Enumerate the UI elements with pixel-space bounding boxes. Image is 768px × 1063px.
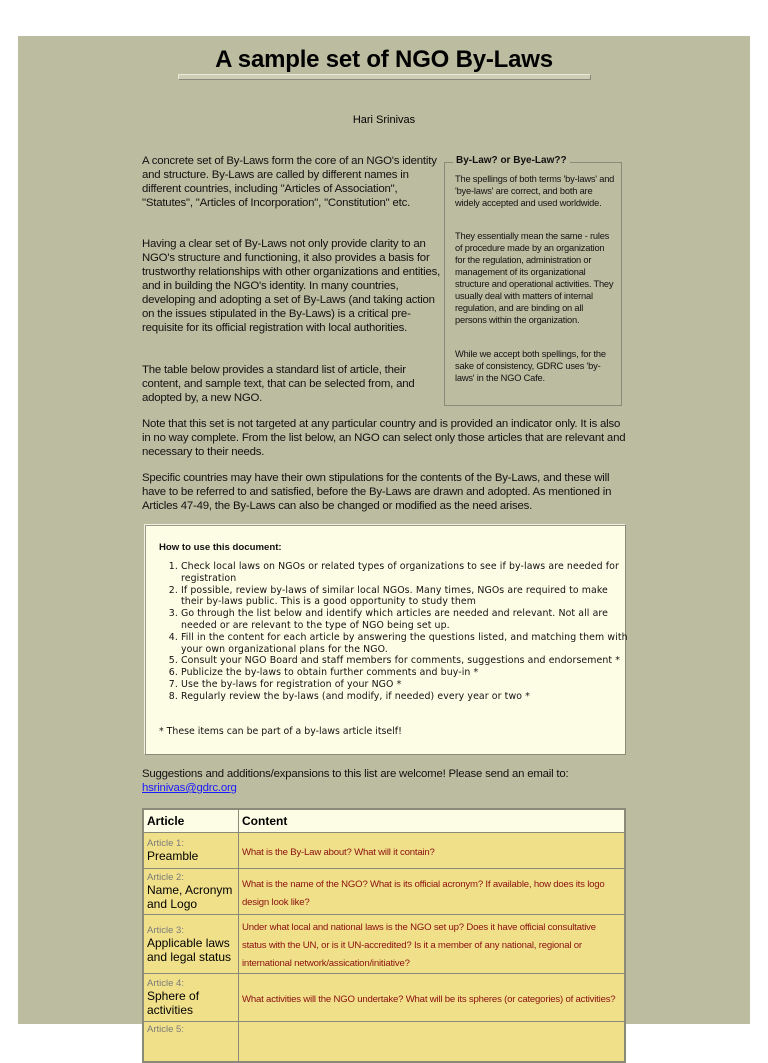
content-cell — [239, 833, 626, 869]
article-name: Preamble — [147, 849, 199, 863]
column-header-article: Article — [143, 809, 239, 833]
article-content: What activities will the NGO undertake? What will be its spheres (or categories) of activities? — [242, 993, 616, 1005]
table-row — [143, 915, 625, 974]
column-header-content: Content — [239, 809, 626, 833]
bylaw-sidebar-box — [444, 155, 622, 406]
table-row — [143, 869, 625, 915]
article-number: Article 1: — [147, 838, 184, 849]
list-item: 6. Publicize the by-laws to obtain further comments and buy-in * — [181, 667, 631, 679]
list-item: 1. Check local laws on NGOs or related types of organizations to see if by-laws are needed for registration — [181, 561, 631, 585]
intro-paragraph: A concrete set of By-Laws form the core of an NGO's identity and structure. By-Laws are called by different names in different countries, including "Articles of Association", "Statutes", "Articles of Incorporation", "Constitution" etc. — [142, 155, 437, 209]
suggestions-paragraph — [142, 767, 632, 795]
article-number: Article 2: — [147, 872, 184, 883]
content-cell — [239, 869, 626, 915]
countries-paragraph: Specific countries may have their own stipulations for the contents of the By-Laws, and these will have to be referred to and satisfied, before the By-Laws are drawn and adopted. As mentioned in Articles 47-49, the By-Laws can also be changed or modified as the need arises. — [142, 472, 612, 512]
table-intro-paragraph: The table below provides a standard list of article, their content, and sample text, that can be selected from, and adopted by, a new NGO. — [142, 364, 415, 404]
list-item: 3. Go through the list below and identify which articles are needed and relevant. Not all are needed or are relevant to the type of NGO being set up. — [181, 608, 631, 632]
article-cell — [143, 833, 239, 869]
sidebar-paragraph: While we accept both spellings, for the sake of consistency, GDRC uses 'by-laws' in the NGO Cafe. — [455, 349, 606, 383]
note-paragraph: Note that this set is not targeted at any particular country and is provided an indicator only. It is also in no way complete. From the list below, an NGO can select only those articles that are relevant and necessary to their needs. — [142, 418, 626, 458]
title-divider — [178, 74, 591, 80]
how-to-list — [159, 561, 631, 703]
content-cell — [239, 915, 626, 974]
article-content: Under what local and national laws is the NGO set up? Does it have official consultative status with the UN, or is it UN-accredited? Is it a member of any national, regional or international network/assication/initiative? — [242, 922, 596, 969]
how-to-use-box — [144, 524, 626, 755]
sidebar-paragraph: They essentially mean the same - rules of procedure made by an organization for the regulation, administration or management of its organizational structure and operational activities. They usually deal with matters of internal regulation, and are binding on all persons within the organization. — [455, 231, 614, 325]
article-number: Article 5: — [147, 1024, 184, 1035]
article-name: Sphere of activities — [147, 989, 200, 1017]
content-cell — [239, 1022, 626, 1062]
clarity-paragraph: Having a clear set of By-Laws not only provide clarity to an NGO's structure and functioning, it also provides a basis for trustworthy relationships with other organizations and entities, and in building the NGO's identity. In many countries, developing and adopting a set of By-Laws (and taking action on the issues stipulated in the By-Laws) is a critical pre-requisite for its official registration with local authorities. — [142, 238, 441, 334]
list-item: 7. Use the by-laws for registration of your NGO * — [181, 679, 631, 691]
table-row — [143, 833, 625, 869]
list-item: 8. Regularly review the by-laws (and modify, if needed) every year or two * — [181, 691, 631, 703]
article-content: What is the By-Law about? What will it contain? — [242, 846, 435, 858]
articles-table — [142, 808, 626, 1063]
suggestions-text: Suggestions and additions/expansions to this list are welcome! Please send an email to: — [142, 768, 569, 780]
article-name: Applicable laws and legal status — [147, 935, 232, 964]
article-cell — [143, 915, 239, 974]
page-title: A sample set of NGO By-Laws — [215, 46, 553, 73]
how-to-note: * These items can be part of a by-laws article itself! — [159, 726, 402, 737]
author-name: Hari Srinivas — [352, 114, 416, 126]
content-cell — [239, 974, 626, 1022]
table-row — [143, 1022, 625, 1062]
table-row — [143, 974, 625, 1022]
table-header-row — [143, 809, 625, 833]
article-cell — [143, 869, 239, 915]
article-cell — [143, 1022, 239, 1062]
article-content: What is the name of the NGO? What is its official acronym? If available, how does its logo design look like? — [242, 878, 605, 908]
email-link[interactable]: hsrinivas@gdrc.org — [142, 782, 237, 794]
list-item: 4. Fill in the content for each article by answering the questions listed, and matching them with your own organizational plans for the NGO. — [181, 632, 631, 656]
list-item: 5. Consult your NGO Board and staff members for comments, suggestions and endorsement * — [181, 655, 631, 667]
article-number: Article 4: — [147, 978, 184, 989]
article-cell — [143, 974, 239, 1022]
article-name: Name, Acronym and Logo — [147, 883, 233, 911]
sidebar-title: By-Law? or Bye-Law?? — [453, 155, 570, 166]
document-page — [18, 36, 750, 1035]
list-item: 2. If possible, review by-laws of similar local NGOs. Many times, NGOs are required to make their by-laws public. This is a good opportunity to study them — [181, 585, 631, 609]
how-to-title: How to use this document: — [159, 542, 282, 553]
article-number: Article 3: — [147, 924, 184, 936]
sidebar-paragraph: The spellings of both terms 'by-laws' and 'bye-laws' are correct, and both are widely accepted and used worldwide. — [455, 174, 615, 208]
